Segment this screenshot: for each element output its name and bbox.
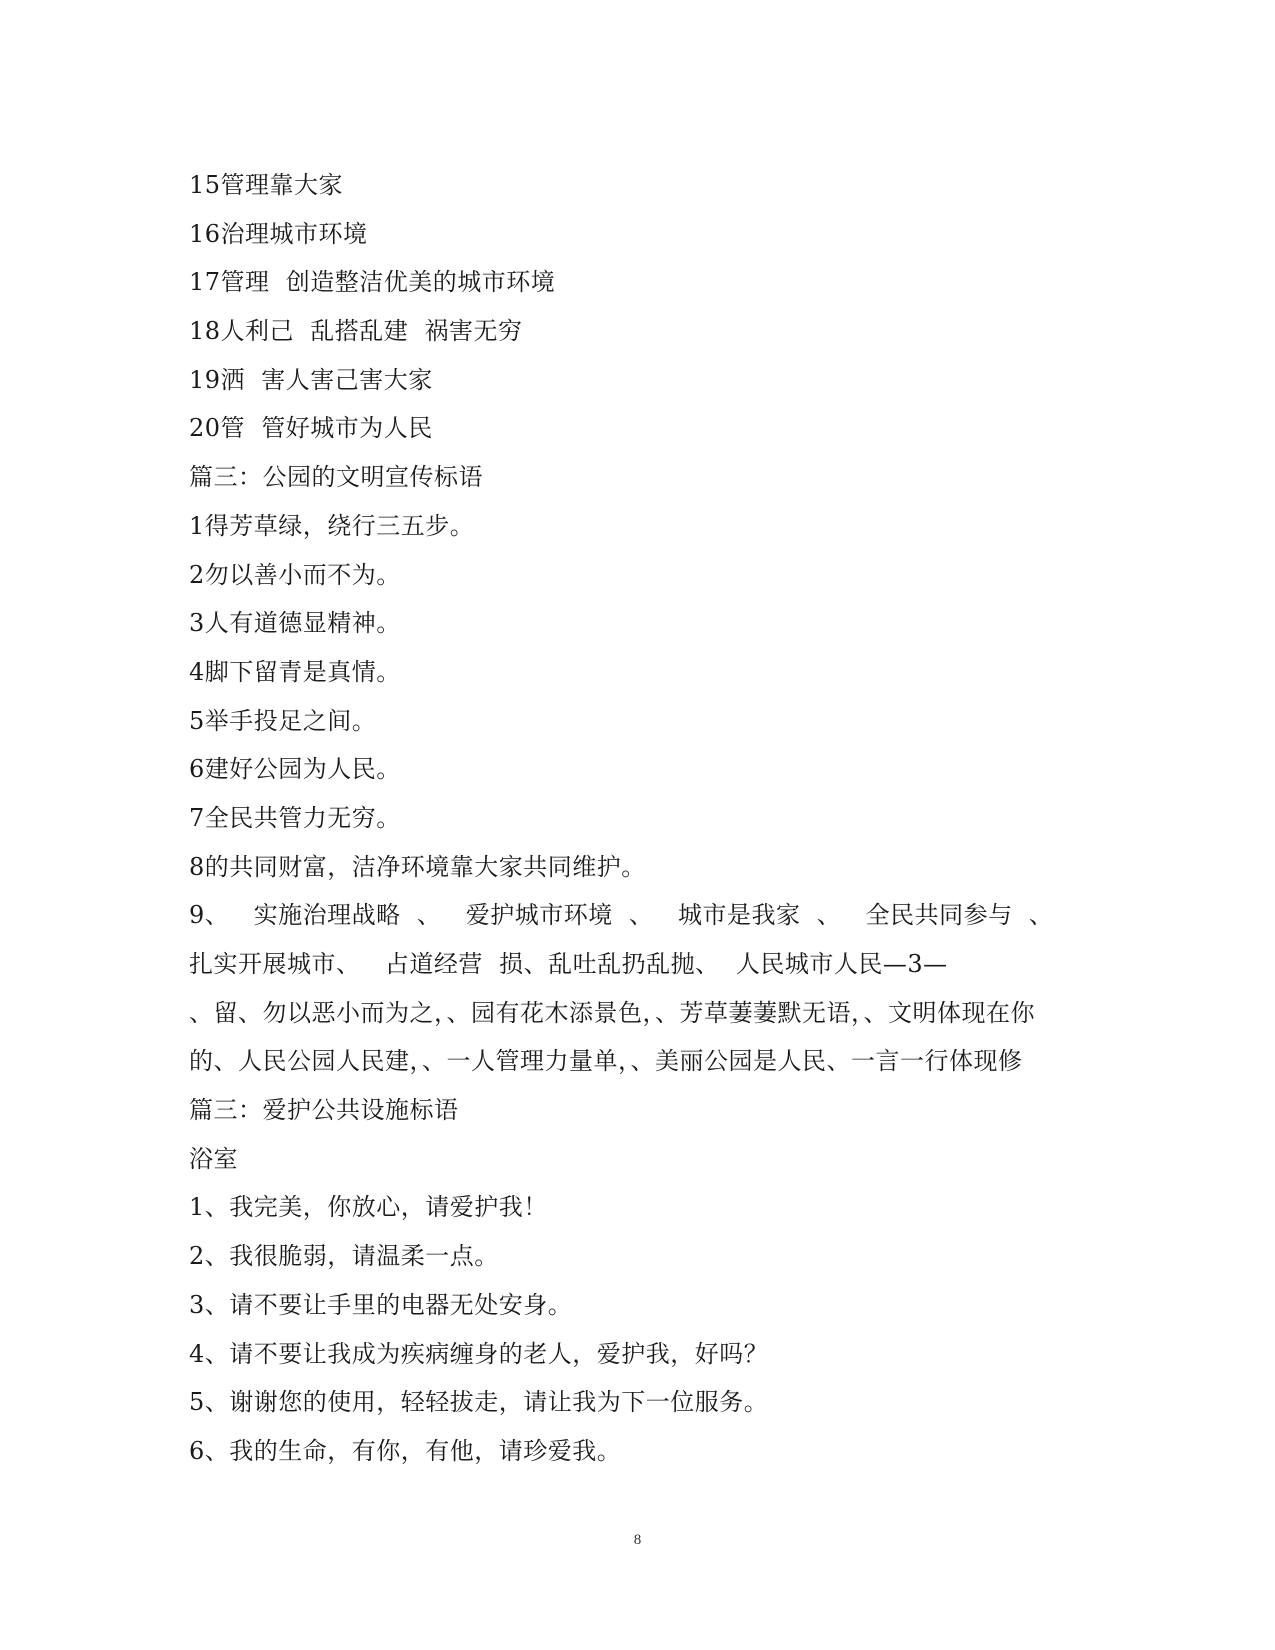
text-line: 15管理靠大家 bbox=[189, 171, 344, 199]
text-line: 扎实开展城市、 占道经营 损、乱吐乱扔乱抛、 人民城市人民—3— bbox=[189, 950, 948, 978]
text-line: 16治理城市环境 bbox=[189, 219, 368, 248]
text-line: 19洒 害人害己害大家 bbox=[189, 365, 433, 394]
text-line: 3人有道德显精神。 bbox=[189, 609, 401, 638]
section-heading: 篇三：爱护公共设施标语 bbox=[189, 1096, 459, 1125]
page-number: 8 bbox=[633, 1532, 642, 1548]
text-line: 20管 管好城市为人民 bbox=[189, 414, 433, 443]
text-line: 6、我的生命，有你，有他，请珍爱我。 bbox=[189, 1436, 622, 1465]
text-line: 5、谢谢您的使用，轻轻拔走，请让我为下一位服务。 bbox=[189, 1388, 769, 1417]
text-line: 4、请不要让我成为疾病缠身的老人，爱护我，好吗？ bbox=[189, 1339, 769, 1368]
subsection-label: 浴室 bbox=[189, 1144, 238, 1173]
text-line: 8的共同财富，洁净环境靠大家共同维护。 bbox=[189, 852, 646, 881]
text-line: 9、 实施治理战略 、 爱护城市环境 、 城市是我家 、 全民共同参与 、 bbox=[189, 901, 1054, 930]
text-line: 17管理 创造整洁优美的城市环境 bbox=[189, 268, 556, 297]
text-line: 2、我很脆弱，请温柔一点。 bbox=[189, 1242, 499, 1271]
text-body bbox=[189, 165, 1109, 1480]
text-line: 的、人民公园人民建，、一人管理力量单，、美丽公园是人民、一言一行体现修 bbox=[189, 1047, 1023, 1076]
text-line: 、留、勿以恶小而为之，、园有花木添景色，、芳草萋萋默无语，、文明体现在你 bbox=[189, 998, 1035, 1027]
text-line: 1得芳草绿，绕行三五步。 bbox=[189, 511, 475, 540]
text-line: 2勿以善小而不为。 bbox=[189, 560, 401, 589]
section-heading: 篇三：公园的文明宣传标语 bbox=[189, 463, 483, 492]
text-line: 7全民共管力无穷。 bbox=[189, 803, 401, 832]
text-line: 5举手投足之间。 bbox=[189, 706, 377, 735]
text-line: 6建好公园为人民。 bbox=[189, 755, 401, 784]
text-line: 3、请不要让手里的电器无处安身。 bbox=[189, 1290, 573, 1319]
text-line: 4脚下留青是真情。 bbox=[189, 657, 401, 686]
text-line: 1、我完美，你放心，请爱护我！ bbox=[189, 1193, 548, 1222]
text-line: 18人利己 乱搭乱建 祸害无穷 bbox=[189, 317, 523, 346]
